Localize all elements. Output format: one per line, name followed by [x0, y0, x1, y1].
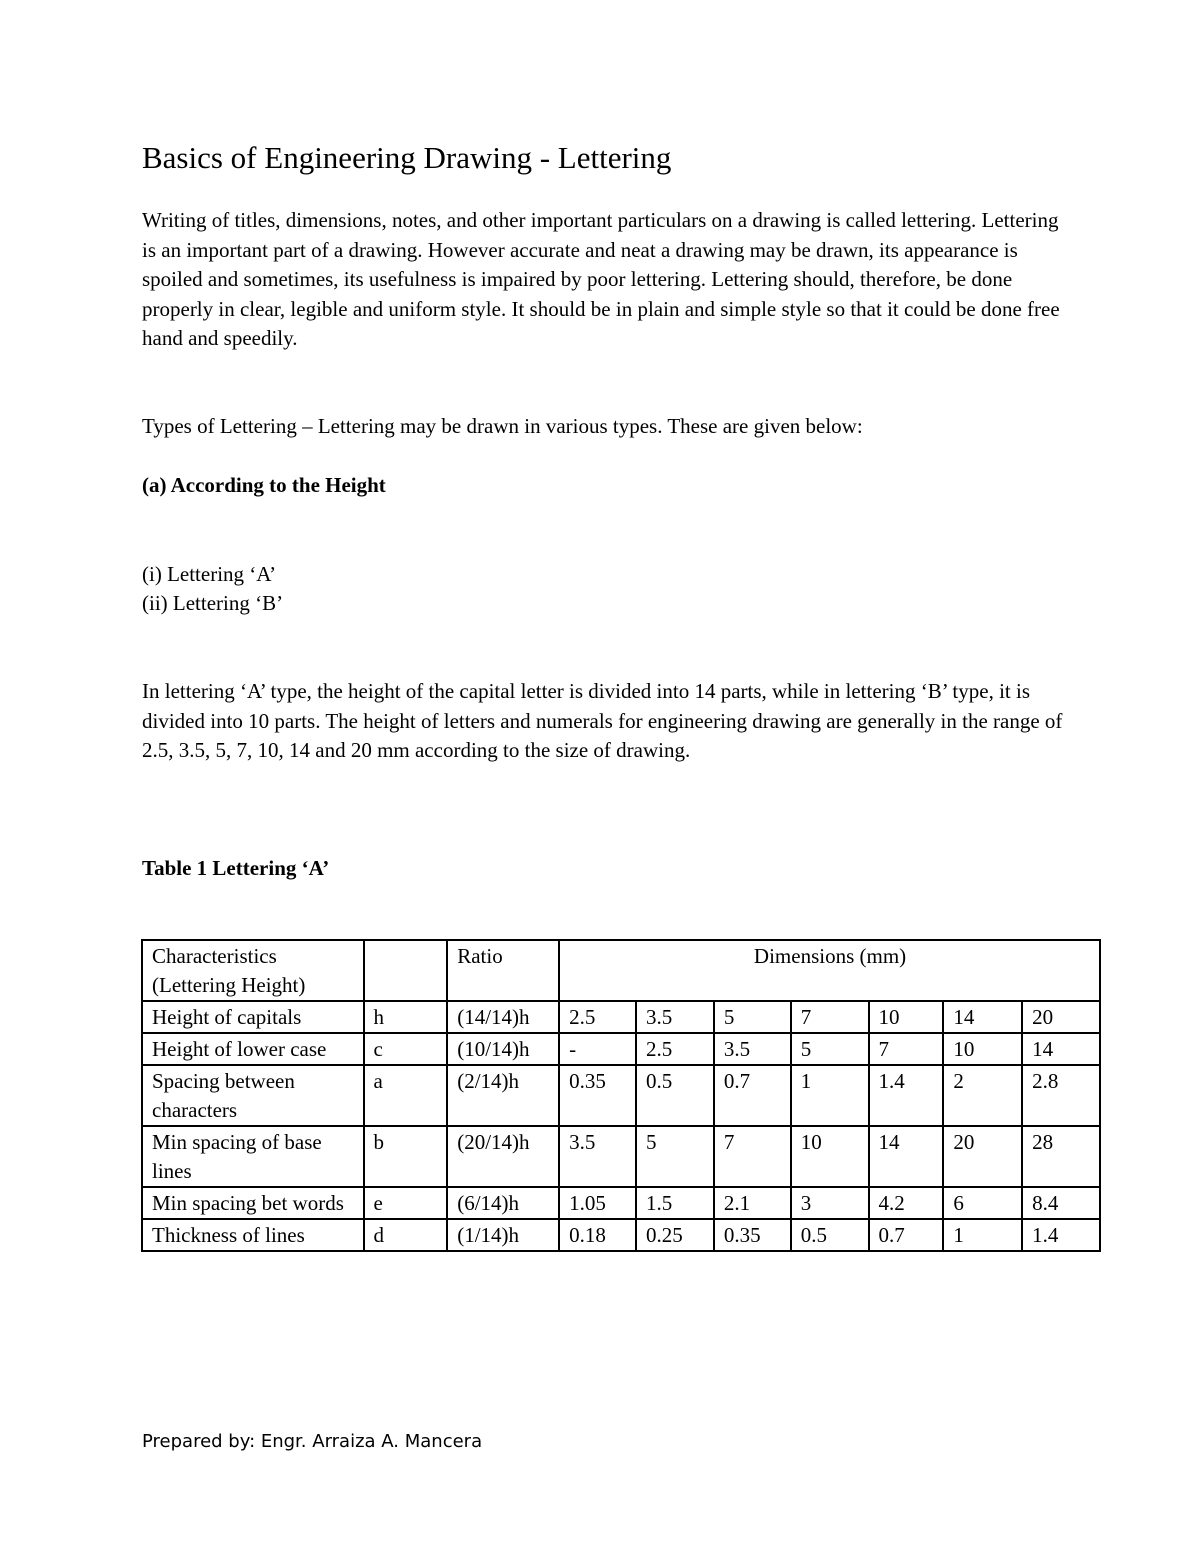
- row-dimension-value: 3.5: [714, 1033, 791, 1065]
- row-dimension-value: 7: [869, 1033, 944, 1065]
- section-heading-height: (a) According to the Height: [142, 473, 386, 497]
- row-dimension-value: 0.35: [559, 1065, 636, 1126]
- row-dimension-value: 3.5: [636, 1001, 714, 1033]
- table-row: [142, 1001, 1100, 1033]
- row-ratio: (14/14)h: [447, 1001, 559, 1033]
- row-dimension-value: 8.4: [1022, 1187, 1100, 1219]
- row-characteristic: Thickness of lines: [142, 1219, 364, 1251]
- row-dimension-value: 2.1: [714, 1187, 791, 1219]
- row-symbol: d: [364, 1219, 448, 1251]
- row-dimension-value: 7: [714, 1126, 791, 1187]
- row-dimension-value: 20: [1022, 1001, 1100, 1033]
- row-dimension-value: 5: [714, 1001, 791, 1033]
- table-row: [142, 1033, 1100, 1065]
- footer-prepared-by: Prepared by: Engr. Arraiza A. Mancera: [142, 1431, 483, 1452]
- row-dimension-value: 14: [1022, 1033, 1100, 1065]
- row-ratio: (20/14)h: [447, 1126, 559, 1187]
- row-dimension-value: 0.7: [714, 1065, 791, 1126]
- list-item: (ii) Lettering ‘B’: [142, 591, 284, 615]
- row-dimension-value: 1.5: [636, 1187, 714, 1219]
- row-characteristic: Min spacing bet words: [142, 1187, 364, 1219]
- row-dimension-value: 0.18: [559, 1219, 636, 1251]
- header-dimensions: Dimensions (mm): [559, 940, 1100, 1001]
- row-dimension-value: 1.05: [559, 1187, 636, 1219]
- row-dimension-value: 0.25: [636, 1219, 714, 1251]
- table-row: [142, 1219, 1100, 1251]
- row-dimension-value: 1.4: [869, 1065, 944, 1126]
- row-dimension-value: 5: [636, 1126, 714, 1187]
- row-dimension-value: -: [559, 1033, 636, 1065]
- row-dimension-value: 0.5: [791, 1219, 869, 1251]
- row-symbol: e: [364, 1187, 448, 1219]
- table-row: [142, 1126, 1100, 1187]
- intro-paragraph: Writing of titles, dimensions, notes, and other important particulars on a drawing is called lettering. Lettering is an important part of a drawing. However accurate and neat a drawing may be drawn, its appearance is spoiled and sometimes, its usefulness is impaired by poor lettering. Lettering should, therefore, be done properly in clear, legible and uniform style. It should be in plain and simple style so that it could be done free hand and speedily.: [142, 208, 1060, 351]
- row-dimension-value: 14: [943, 1001, 1022, 1033]
- row-dimension-value: 2.5: [636, 1033, 714, 1065]
- row-symbol: c: [364, 1033, 448, 1065]
- row-dimension-value: 4.2: [869, 1187, 944, 1219]
- header-symbol: [364, 940, 448, 1001]
- row-dimension-value: 3: [791, 1187, 869, 1219]
- header-ratio: Ratio: [447, 940, 559, 1001]
- row-dimension-value: 28: [1022, 1126, 1100, 1187]
- row-dimension-value: 1: [791, 1065, 869, 1126]
- row-dimension-value: 5: [791, 1033, 869, 1065]
- row-dimension-value: 20: [943, 1126, 1022, 1187]
- row-characteristic: Spacing between characters: [142, 1065, 364, 1126]
- list-item: (i) Lettering ‘A’: [142, 562, 277, 586]
- row-ratio: (6/14)h: [447, 1187, 559, 1219]
- row-dimension-value: 1.4: [1022, 1219, 1100, 1251]
- row-dimension-value: 0.7: [869, 1219, 944, 1251]
- lettering-table: [141, 939, 1101, 1252]
- types-intro-paragraph: Types of Lettering – Lettering may be drawn in various types. These are given below:: [142, 414, 863, 438]
- row-dimension-value: 0.5: [636, 1065, 714, 1126]
- row-dimension-value: 6: [943, 1187, 1022, 1219]
- table-row: [142, 1187, 1100, 1219]
- row-dimension-value: 10: [869, 1001, 944, 1033]
- row-dimension-value: 2.8: [1022, 1065, 1100, 1126]
- page-title: Basics of Engineering Drawing - Lettering: [142, 140, 672, 175]
- table-header-row: [142, 940, 1100, 1001]
- row-ratio: (1/14)h: [447, 1219, 559, 1251]
- row-dimension-value: 3.5: [559, 1126, 636, 1187]
- row-symbol: b: [364, 1126, 448, 1187]
- row-characteristic: Min spacing of base lines: [142, 1126, 364, 1187]
- table-row: [142, 1065, 1100, 1126]
- row-dimension-value: 2.5: [559, 1001, 636, 1033]
- row-dimension-value: 2: [943, 1065, 1022, 1126]
- row-dimension-value: 0.35: [714, 1219, 791, 1251]
- row-dimension-value: 10: [943, 1033, 1022, 1065]
- row-symbol: h: [364, 1001, 448, 1033]
- row-dimension-value: 7: [791, 1001, 869, 1033]
- row-characteristic: Height of lower case: [142, 1033, 364, 1065]
- row-ratio: (2/14)h: [447, 1065, 559, 1126]
- row-characteristic: Height of capitals: [142, 1001, 364, 1033]
- header-characteristics: Characteristics (Lettering Height): [142, 940, 364, 1001]
- row-dimension-value: 10: [791, 1126, 869, 1187]
- explanation-paragraph: In lettering ‘A’ type, the height of the capital letter is divided into 14 parts, while in lettering ‘B’ type, it is divided into 10 parts. The height of letters and numerals for engineering drawing are generally in the range of 2.5, 3.5, 5, 7, 10, 14 and 20 mm according to the size of drawing.: [142, 679, 1063, 763]
- row-ratio: (10/14)h: [447, 1033, 559, 1065]
- row-dimension-value: 1: [943, 1219, 1022, 1251]
- table-caption: Table 1 Lettering ‘A’: [142, 856, 330, 880]
- row-symbol: a: [364, 1065, 448, 1126]
- row-dimension-value: 14: [869, 1126, 944, 1187]
